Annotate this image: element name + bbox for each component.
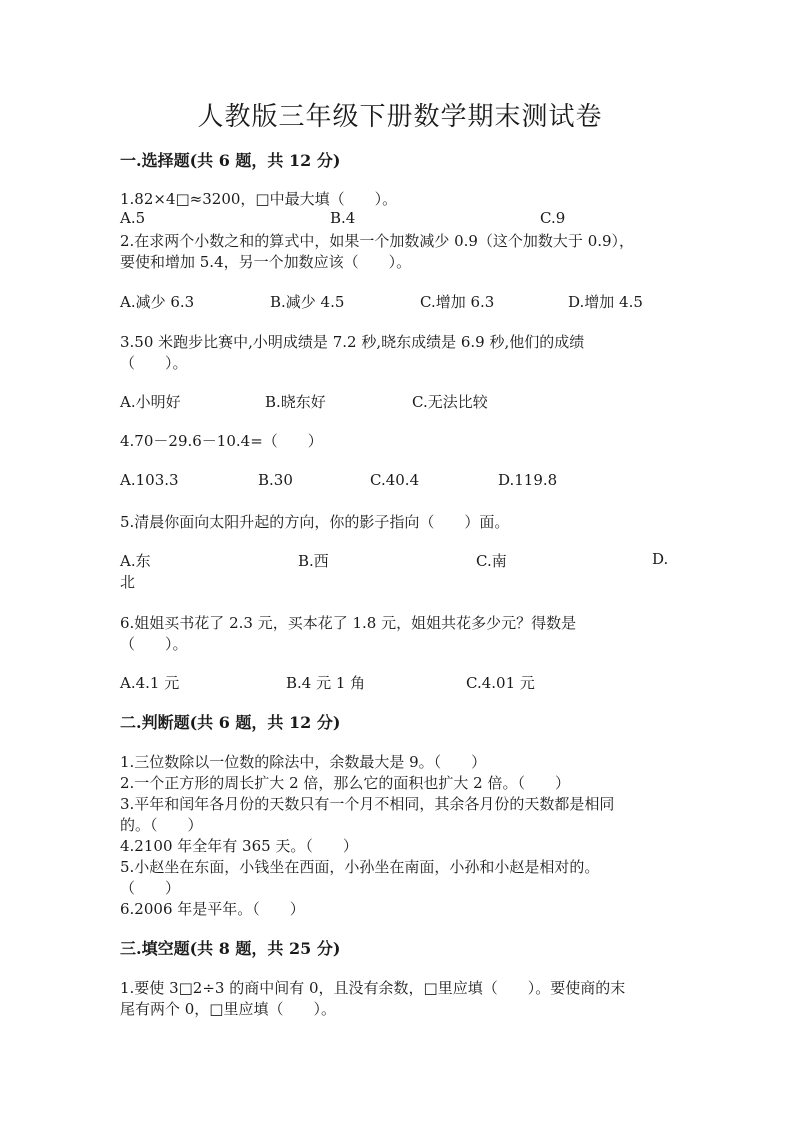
question-text: 3.50 米跑步比赛中,小明成绩是 7.2 秒,晓东成绩是 6.9 秒,他们的成绩 <box>120 333 585 351</box>
question-text: 5.清晨你面向太阳升起的方向，你的影子指向（ ）面。 <box>120 513 510 531</box>
option-a: A.5 <box>120 209 146 227</box>
question-text: 1.82×4□≈3200，□中最大填（ ）。 <box>120 190 398 208</box>
page-title: 人教版三年级下册数学期末测试卷 <box>197 102 603 132</box>
question-text: 要使和增加 5.4，另一个加数应该（ ）。 <box>120 253 412 271</box>
question-text: 2.在求两个小数之和的算式中，如果一个加数减少 0.9（这个加数大于 0.9）， <box>120 232 635 250</box>
option-b: B.30 <box>258 471 293 489</box>
option-a: A.小明好 <box>120 393 181 411</box>
judgement-item: 3.平年和闰年各月份的天数只有一个月不相同，其余各月份的天数都是相同 <box>120 795 615 813</box>
option-d: D. <box>652 550 669 568</box>
section-heading-judgement: 二.判断题(共 6 题，共 12 分) <box>120 713 341 732</box>
option-a: A.减少 6.3 <box>120 293 195 311</box>
option-b: B.减少 4.5 <box>270 293 345 311</box>
question-text: 1.要使 3□2÷3 的商中间有 0，且没有余数，□里应填（ ）。要使商的末 <box>120 979 626 997</box>
option-c: C.40.4 <box>370 471 420 489</box>
judgement-item: （ ） <box>120 879 181 897</box>
option-a: A.东 <box>120 552 151 570</box>
option-c: C.无法比较 <box>412 393 488 411</box>
section-heading-choice: 一.选择题(共 6 题，共 12 分) <box>120 151 341 170</box>
judgement-item: 4.2100 年全年有 365 天。（ ） <box>120 837 358 855</box>
judgement-item: 5.小赵坐在东面，小钱坐在西面，小孙坐在南面，小孙和小赵是相对的。 <box>120 858 600 876</box>
option-d: D.增加 4.5 <box>568 293 643 311</box>
judgement-item: 的。（ ） <box>120 816 203 834</box>
option-a: A.103.3 <box>120 471 179 489</box>
section-heading-fill: 三.填空题(共 8 题，共 25 分) <box>120 939 341 958</box>
option-c: C.4.01 元 <box>466 674 535 692</box>
option-c: C.9 <box>540 209 566 227</box>
question-text: 尾有两个 0，□里应填（ ）。 <box>120 1000 336 1018</box>
option-b: B.晓东好 <box>265 393 326 411</box>
question-text: 4.70－29.6－10.4=（ ） <box>120 432 323 450</box>
judgement-item: 2.一个正方形的周长扩大 2 倍，那么它的面积也扩大 2 倍。（ ） <box>120 774 570 792</box>
option-b: B.西 <box>298 552 329 570</box>
question-text: （ ）。 <box>120 635 188 653</box>
option-c: C.增加 6.3 <box>420 293 495 311</box>
judgement-item: 1.三位数除以一位数的除法中，余数最大是 9。（ ） <box>120 753 487 771</box>
option-c: C.南 <box>476 552 507 570</box>
option-b: B.4 元 1 角 <box>286 674 366 692</box>
option-a: A.4.1 元 <box>120 674 180 692</box>
option-d: D.119.8 <box>498 471 558 489</box>
question-text: （ ）。 <box>120 354 188 372</box>
question-text: 6.姐姐买书花了 2.3 元，买本花了 1.8 元，姐姐共花多少元？得数是 <box>120 614 577 632</box>
option-d-text: 北 <box>120 573 136 591</box>
judgement-item: 6.2006 年是平年。（ ） <box>120 900 305 918</box>
option-b: B.4 <box>330 209 356 227</box>
